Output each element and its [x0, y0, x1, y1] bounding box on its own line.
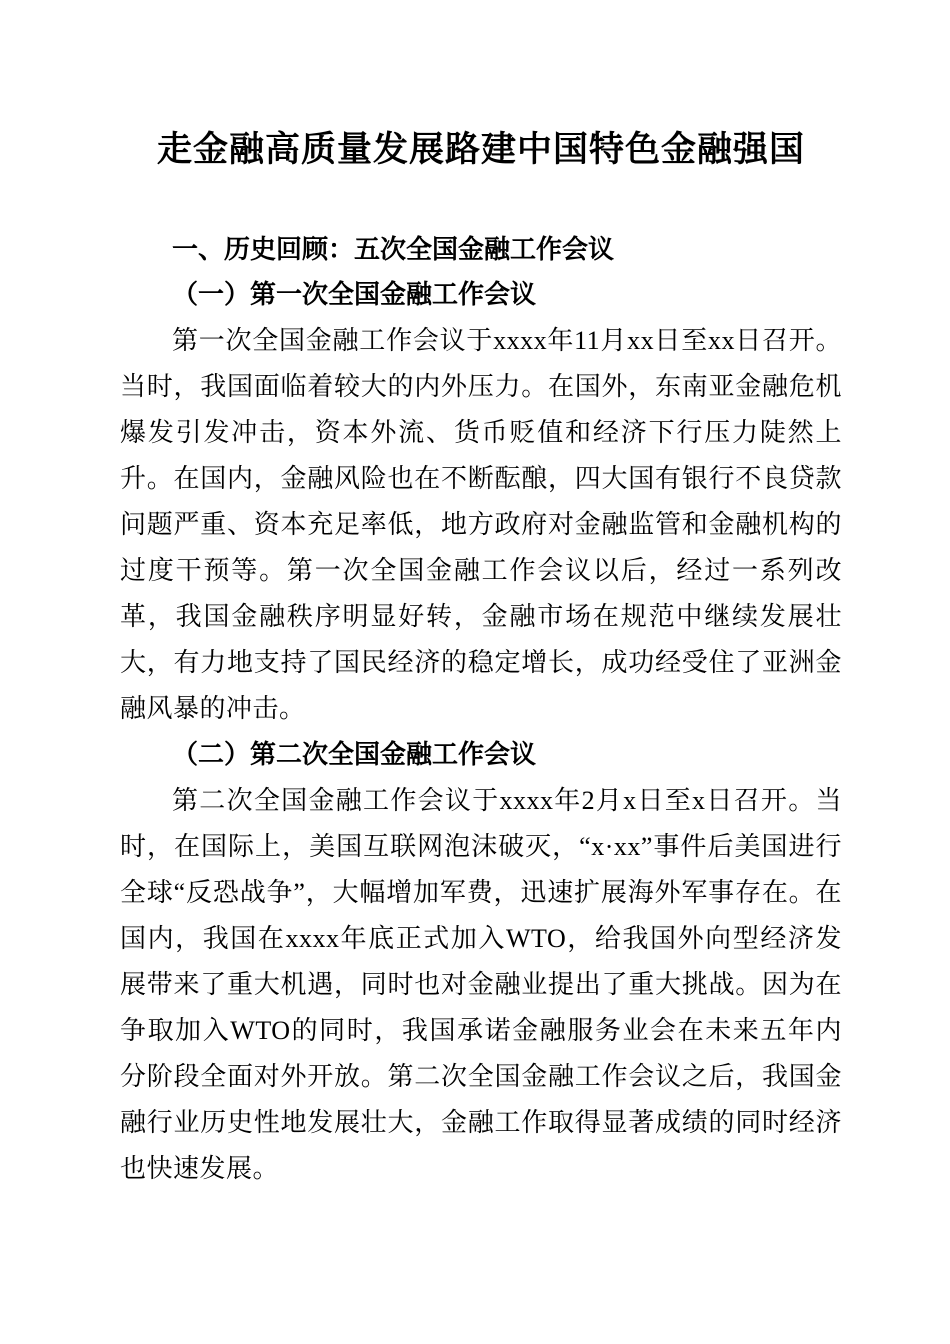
section-heading-history-review: 一、历史回顾：五次全国金融工作会议 — [172, 234, 615, 264]
paragraph-first-conference: 第一次全国金融工作会议于xxxx年11月xx日至xx日召开。当时，我国面临着较大的内外压力。在国外，东南亚金融危机爆发引发冲击，资本外流、货币贬值和经济下行压力陡然上升。在国内，金融风险也在不断酝酿，四大国有银行不良贷款问题严重、资本充足率低，地方政府对金融监管和金融机构的过度干预等。第一次全国金融工作会议以后，经过一系列改革，我国金融秩序明显好转，金融市场在规范中继续发展壮大，有力地支持了国民经济的稳定增长，成功经受住了亚洲金融风暴的冲击。 — [120, 326, 842, 723]
subsection-heading-first-conference: （一）第一次全国金融工作会议 — [172, 280, 537, 309]
subsection-heading-second-conference: （二）第二次全国金融工作会议 — [172, 740, 537, 769]
paragraph-second-conference: 第二次全国金融工作会议于xxxx年2月x日至x日召开。当时，在国际上，美国互联网泡沫破灭，“x·xx”事件后美国进行全球“反恐战争”，大幅增加军费，迅速扩展海外军事存在。在国内，我国在xxxx年底正式加入WTO，给我国外向型经济发展带来了重大机遇，同时也对金融业提出了重大挑战。因为在争取加入WTO的同时，我国承诺金融服务业会在未来五年内分阶段全面对外开放。第二次全国金融工作会议之后，我国金融行业历史性地发展壮大，金融工作取得显著成绩的同时经济也快速发展。 — [120, 786, 842, 1183]
document-title: 走金融高质量发展路建中国特色金融强国 — [156, 130, 805, 169]
